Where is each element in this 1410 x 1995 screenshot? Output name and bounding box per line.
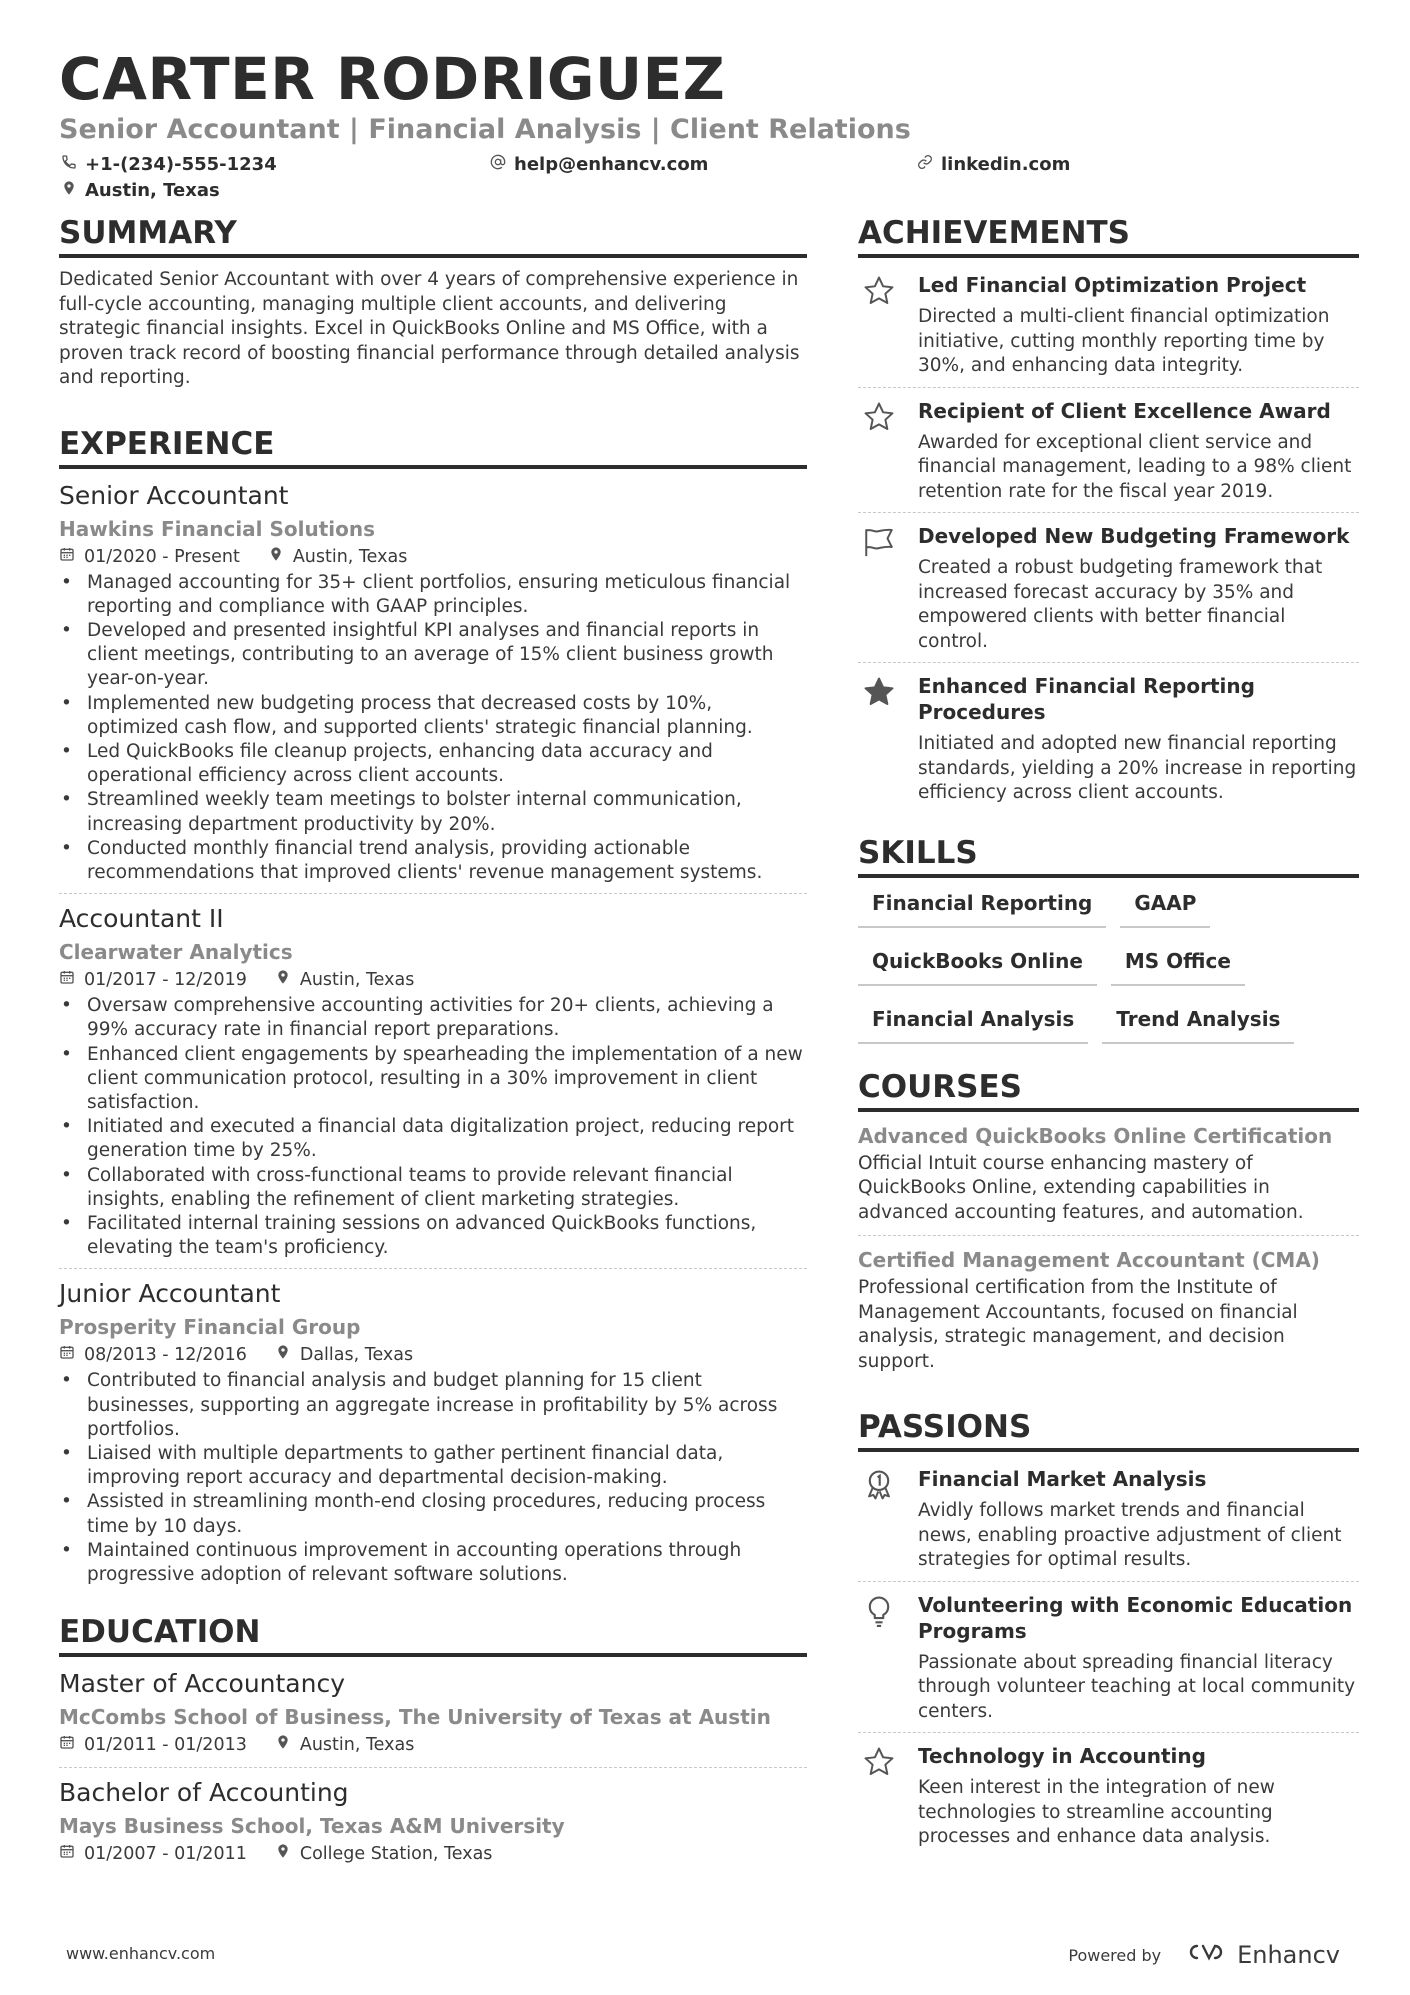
date-text: 01/2020 - Present bbox=[84, 546, 240, 567]
item-body bbox=[918, 398, 1359, 505]
meta-row bbox=[59, 1731, 807, 1759]
achievement-item bbox=[858, 1456, 1359, 1582]
bullet-item: • Collaborated with cross-functional teams to provide relevant financial insights, enabling the refinement of client marketing strategies. bbox=[59, 1164, 807, 1212]
bullet-item: • Implemented new budgeting process that decreased costs by 10%, optimized cash flow, and supported clients' strategic financial planning. bbox=[59, 692, 807, 740]
date-range bbox=[59, 1341, 247, 1369]
skills-section bbox=[858, 834, 1359, 1044]
skills-list bbox=[858, 882, 1359, 1044]
contact-info bbox=[59, 152, 1359, 206]
section-title: SKILLS bbox=[858, 834, 1359, 878]
section-title: ACHIEVEMENTS bbox=[858, 214, 1359, 258]
skill-tag: Financial Analysis bbox=[858, 998, 1088, 1044]
summary-text: Dedicated Senior Accountant with over 4 years of comprehensive experience in full-cycle accounting, managing multiple client accounts, and delivering strategic financial insights. Excel in QuickBooks Online and MS Office, with a proven track record of boosting financial performance through detailed analysis and reporting. bbox=[59, 269, 800, 388]
calendar-icon bbox=[59, 1341, 75, 1369]
achievement-item bbox=[858, 388, 1359, 514]
map-pin-icon bbox=[275, 1341, 291, 1369]
achievements-section bbox=[858, 214, 1359, 814]
achievement-bullets bbox=[59, 1369, 807, 1587]
item-description: Created a robust budgeting framework that increased forecast accuracy by 35% and empowered clients with better financial control. bbox=[918, 557, 1323, 652]
bullet-item: • Assisted in streamlining month-end closing procedures, reducing process time by 10 days. bbox=[59, 1490, 807, 1538]
footer-branding bbox=[1068, 1940, 1340, 1970]
item-title: Led Financial Optimization Project bbox=[918, 273, 1307, 297]
course-description: Official Intuit course enhancing mastery of QuickBooks Online, extending capabilities in advanced accounting features, and automation. bbox=[858, 1152, 1304, 1223]
award-ribbon-icon bbox=[858, 1466, 900, 1573]
skill-tag: MS Office bbox=[1111, 940, 1245, 986]
course-title: Advanced QuickBooks Online Certification bbox=[858, 1123, 1333, 1148]
phone-number[interactable]: +1-(234)-555-1234 bbox=[85, 154, 277, 175]
education-entry bbox=[59, 1667, 807, 1768]
calendar-icon bbox=[59, 1840, 75, 1868]
school-name: Mays Business School, Texas A&M University bbox=[59, 1814, 565, 1839]
item-body bbox=[918, 1466, 1359, 1573]
school-name: McCombs School of Business, The University of Texas at Austin bbox=[59, 1705, 771, 1730]
item-description: Passionate about spreading financial literacy through volunteer teaching at local community centers. bbox=[918, 1651, 1356, 1722]
location bbox=[275, 966, 415, 994]
degree-title: Bachelor of Accounting bbox=[59, 1778, 349, 1808]
section-title: COURSES bbox=[858, 1068, 1359, 1112]
link-icon bbox=[917, 152, 933, 178]
course-title: Certified Management Accountant (CMA) bbox=[858, 1248, 1320, 1272]
map-pin-icon bbox=[275, 1731, 291, 1759]
calendar-icon bbox=[59, 1731, 75, 1759]
bullet-item: • Contributed to financial analysis and budget planning for 15 client businesses, supporting an aggregate increase in profitability by 5% across portfolios. bbox=[59, 1369, 807, 1442]
job-title: Senior Accountant bbox=[59, 480, 289, 510]
item-body bbox=[918, 673, 1359, 806]
date-text: 08/2013 - 12/2016 bbox=[84, 1345, 247, 1366]
degree-title: Master of Accountancy bbox=[59, 1669, 346, 1699]
contact-location bbox=[61, 178, 220, 204]
item-description: Directed a multi-client financial optimization initiative, cutting monthly reporting time by 30%, and enhancing data integrity. bbox=[918, 306, 1330, 376]
item-title: Technology in Accounting bbox=[918, 1744, 1206, 1768]
company-name: Clearwater Analytics bbox=[59, 940, 293, 965]
resume-header bbox=[59, 46, 1359, 206]
right-column bbox=[858, 214, 1359, 1884]
course-entry bbox=[858, 1246, 1359, 1384]
courses-list bbox=[858, 1122, 1359, 1385]
achievements-list bbox=[858, 262, 1359, 814]
calendar-icon bbox=[59, 966, 75, 994]
item-title: Volunteering with Economic Education Programs bbox=[918, 1592, 1353, 1643]
item-title: Enhanced Financial Reporting Procedures bbox=[918, 674, 1255, 724]
achievement-item bbox=[858, 1582, 1359, 1734]
location-text: Austin, Texas bbox=[299, 1735, 415, 1756]
section-title: SUMMARY bbox=[59, 214, 807, 258]
map-pin-icon bbox=[275, 1840, 291, 1868]
page-footer bbox=[66, 1940, 1340, 1972]
bullet-item: • Oversaw comprehensive accounting activities for 20+ clients, achieving a 99% accuracy rate in financial report preparations. bbox=[59, 994, 807, 1042]
section-title: PASSIONS bbox=[858, 1408, 1359, 1452]
location bbox=[275, 1341, 413, 1369]
date-range bbox=[59, 543, 240, 571]
skill-tag: Trend Analysis bbox=[1102, 998, 1294, 1044]
skill-tag: Financial Reporting bbox=[858, 882, 1106, 928]
bullet-item: • Developed and presented insightful KPI analyses and financial reports in client meetings, contributing to an average of 15% client business growth year-on-year. bbox=[59, 619, 807, 692]
company-name: Hawkins Financial Solutions bbox=[59, 516, 376, 541]
item-body bbox=[918, 1743, 1359, 1850]
education-section bbox=[59, 1613, 807, 1876]
left-column bbox=[59, 214, 807, 1902]
powered-by-label: Powered by bbox=[1068, 1945, 1162, 1965]
skill-tag: QuickBooks Online bbox=[858, 940, 1097, 986]
achievement-item bbox=[858, 1733, 1359, 1858]
bullet-item: • Managed accounting for 35+ client portfolios, ensuring meticulous financial reporting and compliance with GAAP principles. bbox=[59, 571, 807, 619]
item-body bbox=[918, 272, 1359, 379]
bullet-item: • Streamlined weekly team meetings to bolster internal communication, increasing department productivity by 20%. bbox=[59, 788, 807, 836]
meta-row bbox=[59, 1341, 807, 1369]
location-text: Dallas, Texas bbox=[299, 1345, 414, 1366]
bullet-item: • Enhanced client engagements by spearheading the implementation of a new client communication protocol, resulting in a 30% improvement in client satisfaction. bbox=[59, 1043, 807, 1116]
footer-website[interactable]: www.enhancv.com bbox=[66, 1944, 216, 1963]
item-title: Recipient of Client Excellence Award bbox=[918, 398, 1331, 423]
skill-tag: GAAP bbox=[1120, 882, 1210, 928]
location-text: College Station, Texas bbox=[299, 1844, 493, 1865]
summary-section bbox=[59, 214, 807, 391]
bullet-item: • Liaised with multiple departments to gather pertinent financial data, improving report accuracy and departmental decision-making. bbox=[59, 1442, 807, 1490]
achievement-item bbox=[858, 513, 1359, 663]
achievement-item bbox=[858, 262, 1359, 388]
star-outline-icon bbox=[858, 272, 900, 379]
contact-phone bbox=[61, 152, 277, 178]
candidate-headline: Senior Accountant | Financial Analysis | Client Relations bbox=[59, 114, 911, 145]
date-range bbox=[59, 966, 247, 994]
brand-name: Enhancv bbox=[1237, 1941, 1340, 1969]
item-title: Developed New Budgeting Framework bbox=[918, 524, 1350, 548]
job-entry bbox=[59, 479, 807, 895]
map-pin-icon bbox=[268, 543, 284, 571]
brand-logo[interactable] bbox=[1183, 1940, 1340, 1970]
date-text: 01/2007 - 01/2011 bbox=[84, 1844, 247, 1865]
phone-icon bbox=[61, 152, 77, 178]
flag-icon bbox=[858, 523, 900, 654]
achievement-item bbox=[858, 663, 1359, 814]
education-entry bbox=[59, 1776, 807, 1876]
bullet-item: • Initiated and executed a financial data digitalization project, reducing report generation time by 25%. bbox=[59, 1115, 807, 1163]
passions-list bbox=[858, 1456, 1359, 1858]
course-description: Professional certification from the Institute of Management Accountants, focused on financial analysis, strategic management, and decision support. bbox=[858, 1277, 1298, 1372]
star-outline-icon bbox=[858, 398, 900, 505]
at-sign-icon bbox=[490, 152, 506, 178]
experience-list bbox=[59, 479, 807, 1596]
date-range bbox=[59, 1840, 247, 1868]
bullet-item: • Led QuickBooks file cleanup projects, enhancing data accuracy and operational efficiency across client accounts. bbox=[59, 740, 807, 788]
experience-section bbox=[59, 425, 807, 1596]
item-title: Financial Market Analysis bbox=[918, 1467, 1207, 1491]
bullet-item: • Conducted monthly financial trend analysis, providing actionable recommendations that improved clients' revenue management systems. bbox=[59, 837, 807, 885]
item-description: Awarded for exceptional client service and financial management, leading to a 98% client retention rate for the fiscal year 2019. bbox=[918, 431, 1352, 502]
achievement-bullets bbox=[59, 571, 807, 886]
job-entry bbox=[59, 1277, 807, 1595]
item-description: Avidly follows market trends and financial news, enabling proactive adjustment of client strategies for optimal results. bbox=[918, 1500, 1342, 1570]
map-pin-icon bbox=[61, 178, 77, 204]
bullet-item: • Facilitated internal training sessions on advanced QuickBooks functions, elevating the team's proficiency. bbox=[59, 1212, 807, 1260]
date-text: 01/2011 - 01/2013 bbox=[84, 1735, 247, 1756]
job-entry bbox=[59, 902, 807, 1269]
star-filled-icon bbox=[858, 673, 900, 806]
date-range bbox=[59, 1731, 247, 1759]
course-entry bbox=[858, 1122, 1359, 1237]
meta-row bbox=[59, 966, 807, 994]
bullet-item: • Maintained continuous improvement in accounting operations through progressive adoption of relevant software solutions. bbox=[59, 1539, 807, 1587]
item-body bbox=[918, 1592, 1359, 1725]
map-pin-icon bbox=[275, 966, 291, 994]
location-text: Austin, Texas bbox=[292, 546, 408, 567]
job-title: Accountant II bbox=[59, 904, 224, 934]
section-title: EDUCATION bbox=[59, 1613, 807, 1657]
item-description: Keen interest in the integration of new technologies to streamline accounting processes and enhance data analysis. bbox=[918, 1777, 1275, 1847]
passions-section bbox=[858, 1408, 1359, 1858]
item-description: Initiated and adopted new financial reporting standards, yielding a 20% increase in reporting efficiency across client accounts. bbox=[918, 733, 1357, 803]
email-address[interactable]: help@enhancv.com bbox=[514, 154, 709, 175]
job-title: Junior Accountant bbox=[59, 1279, 281, 1309]
location-text: Austin, Texas bbox=[85, 180, 220, 201]
location bbox=[275, 1731, 415, 1759]
section-title: EXPERIENCE bbox=[59, 425, 807, 469]
item-body bbox=[918, 523, 1359, 654]
star-outline-icon bbox=[858, 1743, 900, 1850]
company-name: Prosperity Financial Group bbox=[59, 1315, 361, 1340]
location bbox=[275, 1840, 493, 1868]
location bbox=[268, 543, 408, 571]
candidate-name: CARTER RODRIGUEZ bbox=[59, 45, 726, 113]
education-list bbox=[59, 1667, 807, 1876]
enhancv-logo-icon bbox=[1183, 1940, 1227, 1970]
contact-email bbox=[490, 152, 708, 178]
calendar-icon bbox=[59, 543, 75, 571]
meta-row bbox=[59, 1840, 807, 1868]
lightbulb-icon bbox=[858, 1592, 900, 1725]
linkedin-url[interactable]: linkedin.com bbox=[941, 154, 1071, 175]
date-text: 01/2017 - 12/2019 bbox=[84, 970, 247, 991]
location-text: Austin, Texas bbox=[299, 970, 415, 991]
meta-row bbox=[59, 543, 807, 571]
contact-linkedin bbox=[917, 152, 1070, 178]
courses-section bbox=[858, 1068, 1359, 1385]
achievement-bullets bbox=[59, 994, 807, 1260]
